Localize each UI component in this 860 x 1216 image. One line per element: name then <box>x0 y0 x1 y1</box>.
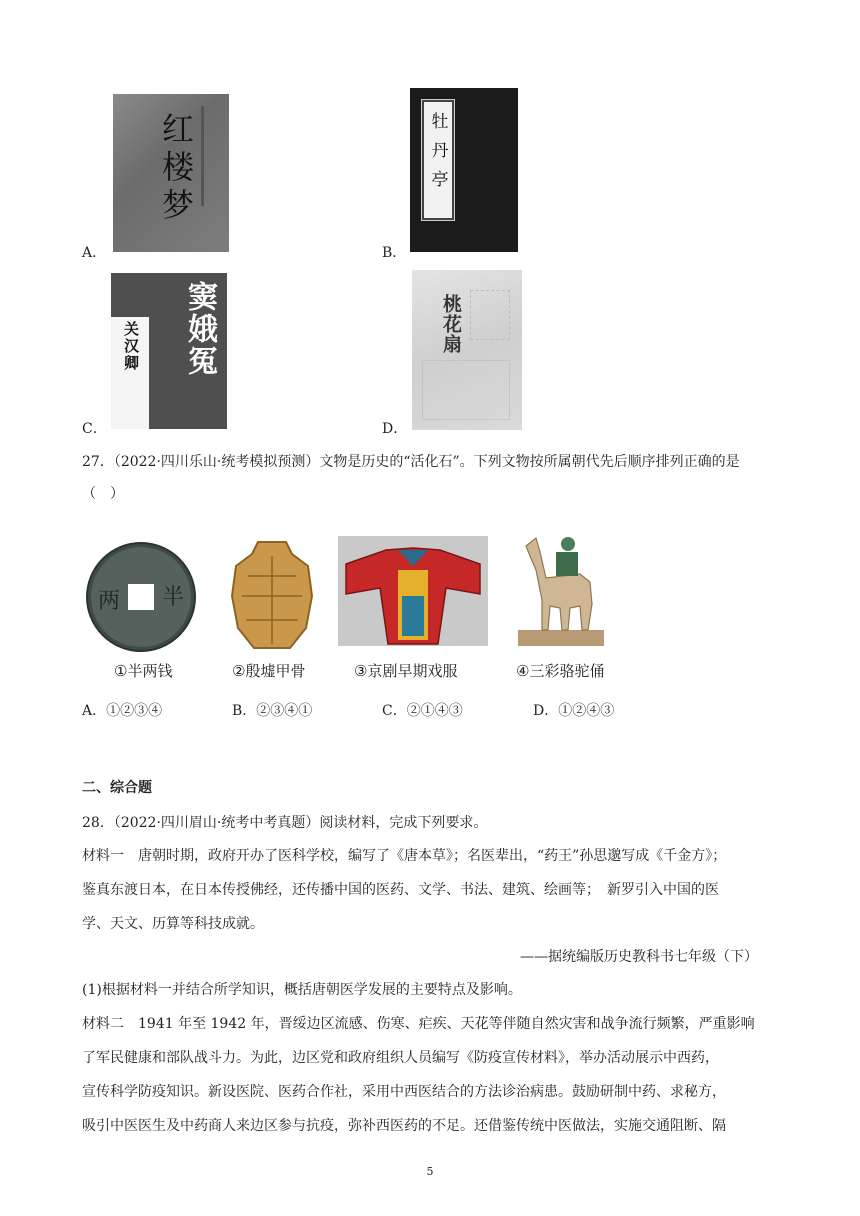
q28-material1-source: ——据统编版历史教科书七年级（下） <box>520 949 758 965</box>
caption-oracle-bone: ②殷墟甲骨 <box>232 662 306 680</box>
option-c-label: C． <box>82 421 107 437</box>
artifact-opera-costume <box>338 536 488 646</box>
q28-stem: 28．（2022·四川眉山·统考中考真题）阅读材料，完成下列要求。 <box>82 815 488 831</box>
cover-illustration-detail <box>470 290 510 340</box>
q27-choice-b[interactable]: B．②③④① <box>232 703 313 719</box>
book-cover-taohuashan <box>412 270 522 430</box>
section-heading: 二、综合题 <box>82 780 152 796</box>
q27-stem-line2: （ ） <box>82 486 124 502</box>
q27-choice-a[interactable]: A．①②③④ <box>82 703 163 719</box>
cover-illustration <box>422 360 510 420</box>
book-author-guanhanqing: 关汉卿 <box>122 321 140 372</box>
option-b-label: B． <box>382 245 407 261</box>
q27-choice-c[interactable]: C．②①④③ <box>382 703 463 719</box>
q28-material2-line1: 材料二 1941 年至 1942 年，晋绥边区流感、伤寒、疟疾、天花等伴随自然灾害和战争流行频繁，严重影响 <box>82 1016 755 1032</box>
q28-material1-line3: 学、天文、历算等科技成就。 <box>82 916 264 932</box>
caption-tricolor-camel: ④三彩骆驼俑 <box>516 662 605 680</box>
q28-material1-line1: 材料一 唐朝时期，政府开办了医科学校，编写了《唐本草》；名医辈出，“药王”孙思邈写成《千金方》； <box>82 848 727 864</box>
artifact-banliang-coin <box>84 540 198 654</box>
q28-question1: (1)根据材料一并结合所学知识，概括唐朝医学发展的主要特点及影响。 <box>82 982 522 998</box>
book-title-dou-e-yuan: 窦娥冤 <box>182 281 217 377</box>
caption-banliang-coin: ①半两钱 <box>114 662 173 680</box>
book-title-hongloumeng: 红楼梦 <box>157 112 195 226</box>
artifact-tricolor-camel <box>518 522 604 648</box>
caption-opera-costume: ③京剧早期戏服 <box>354 662 458 680</box>
q28-material1-line2: 鉴真东渡日本，在日本传授佛经，还传播中国的医药、文学、书法、建筑、绘画等； 新罗引入中国的医 <box>82 882 719 898</box>
cover-decoration <box>201 106 204 206</box>
q28-material2-line4: 吸引中医医生及中药商人来边区参与抗疫，弥补西医药的不足。还借鉴传统中医做法，实施交通阻断、隔 <box>82 1118 726 1134</box>
q27-stem-line1: 27．（2022·四川乐山·统考模拟预测）文物是历史的“活化石”。下列文物按所属朝代先后顺序排列正确的是 <box>82 454 740 470</box>
book-title-taohuashan: 桃花扇 <box>440 294 462 354</box>
coin-char-liang: 两 <box>98 589 121 614</box>
coin-char-ban: 半 <box>162 585 185 610</box>
q28-material2-line3: 宣传科学防疫知识。新设医院、医药合作社，采用中西医结合的方法诊治病患。鼓励研制中药、求秘方， <box>82 1084 726 1100</box>
book-cover-hongloumeng <box>113 94 229 252</box>
q28-material2-line2: 了军民健康和部队战斗力。为此，边区党和政府组织人员编写《防疫宣传材料》，举办活动展示中西药， <box>82 1050 719 1066</box>
option-a-label: A． <box>82 245 107 261</box>
book-title-mudanting: 牡丹亭 <box>427 112 448 199</box>
artifact-oracle-bone <box>228 536 316 654</box>
q27-choice-d[interactable]: D．①②④③ <box>533 703 615 719</box>
title-slip <box>422 100 454 220</box>
page-number: 5 <box>426 1165 434 1178</box>
book-cover-mudanting <box>410 88 518 252</box>
option-d-label: D． <box>382 421 408 437</box>
book-cover-dou-e-yuan <box>111 273 227 429</box>
